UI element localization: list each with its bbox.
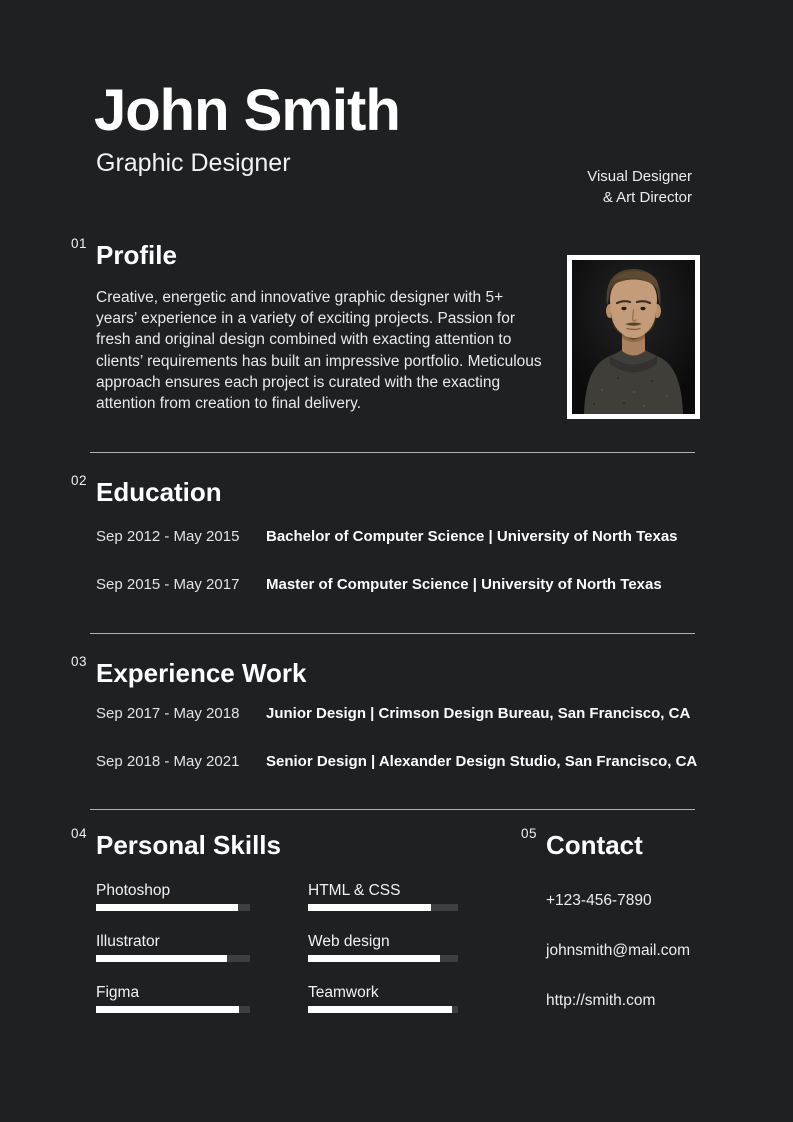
section-title-experience xyxy=(71,654,307,689)
section-title-text: Experience Work xyxy=(96,658,307,688)
skill-item xyxy=(308,932,458,962)
skill-bar-fill xyxy=(96,955,227,962)
skill-item xyxy=(96,983,250,1013)
experience-dates: Sep 2018 - May 2021 xyxy=(96,753,240,770)
skill-bar-track xyxy=(96,1006,250,1013)
skill-label: Photoshop xyxy=(96,882,171,899)
section-title-text: Profile xyxy=(96,240,177,270)
skill-label: HTML & CSS xyxy=(308,882,401,899)
skill-bar-track xyxy=(96,955,250,962)
profile-summary: Creative, energetic and innovative graphic designer with 5+ years’ experience in a variety of exciting projects. Passion for fresh and original design combined with exacting attention to clients’ requirements has built an impressive portfolio. Meticulous approach ensures each project is curated with the exacting attention from creation to final delivery. xyxy=(96,289,542,413)
skill-bar-fill xyxy=(308,1006,452,1013)
skill-item xyxy=(308,983,458,1013)
person-role: Graphic Designer xyxy=(96,149,291,177)
education-dates: Sep 2012 - May 2015 xyxy=(96,528,240,545)
skill-bar-fill xyxy=(96,904,238,911)
section-title-personal-skills xyxy=(71,826,281,861)
education-detail: Bachelor of Computer Science | University of North Texas xyxy=(266,528,678,545)
skill-bar-fill xyxy=(308,955,440,962)
skill-label: Web design xyxy=(308,933,390,950)
skill-bar-track xyxy=(308,955,458,962)
contact-website: http://smith.com xyxy=(546,992,656,1009)
tagline xyxy=(587,166,692,208)
skill-item xyxy=(96,932,250,962)
profile-photo-illustration xyxy=(572,260,695,414)
section-number: 02 xyxy=(71,473,88,488)
skills-column-right xyxy=(308,881,458,1034)
skill-label: Teamwork xyxy=(308,984,379,1001)
experience-row xyxy=(96,704,786,723)
tagline-line-2: & Art Director xyxy=(602,189,692,206)
skill-bar-fill xyxy=(308,904,431,911)
skill-bar-track xyxy=(308,1006,458,1013)
education-detail: Master of Computer Science | University of North Texas xyxy=(266,576,662,593)
section-title-profile xyxy=(71,236,177,271)
section-number: 03 xyxy=(71,654,88,669)
contact-phone: +123-456-7890 xyxy=(546,892,652,909)
skill-item xyxy=(96,881,250,911)
education-row xyxy=(96,575,786,594)
skill-bar-fill xyxy=(96,1006,239,1013)
profile-photo xyxy=(567,255,700,419)
experience-detail: Senior Design | Alexander Design Studio, San Francisco, CA xyxy=(266,753,698,770)
experience-detail: Junior Design | Crimson Design Bureau, San Francisco, CA xyxy=(266,705,691,722)
education-row xyxy=(96,527,786,546)
experience-dates: Sep 2017 - May 2018 xyxy=(96,705,240,722)
section-number: 04 xyxy=(71,826,88,841)
skill-label: Illustrator xyxy=(96,933,160,950)
tagline-line-1: Visual Designer xyxy=(587,168,692,185)
education-dates: Sep 2015 - May 2017 xyxy=(96,576,240,593)
experience-row xyxy=(96,752,786,771)
contact-email: johnsmith@mail.com xyxy=(546,942,691,959)
section-divider xyxy=(90,809,695,810)
skill-bar-track xyxy=(308,904,458,911)
section-number: 01 xyxy=(71,236,88,251)
skill-bar-track xyxy=(96,904,250,911)
section-title-text: Education xyxy=(96,477,222,507)
contact-list xyxy=(546,891,690,1041)
person-name: John Smith xyxy=(94,78,400,143)
section-number: 05 xyxy=(521,826,538,841)
section-title-text: Personal Skills xyxy=(96,830,281,860)
section-divider xyxy=(90,633,695,634)
section-title-text: Contact xyxy=(546,830,643,860)
skill-item xyxy=(308,881,458,911)
section-title-contact xyxy=(521,826,643,861)
skill-label: Figma xyxy=(96,984,140,1001)
skills-column-left xyxy=(96,881,250,1034)
section-divider xyxy=(90,452,695,453)
section-title-education xyxy=(71,473,222,508)
